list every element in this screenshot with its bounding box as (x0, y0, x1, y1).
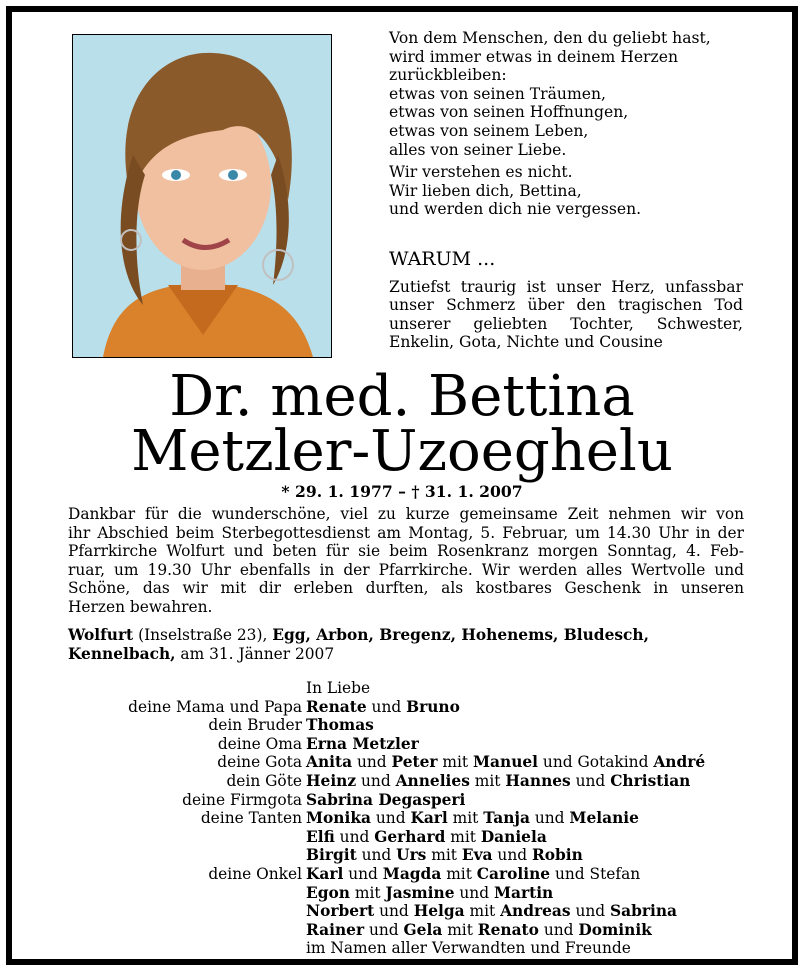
in-liebe: In Liebe (306, 679, 371, 697)
relative-name: Peter (391, 753, 438, 772)
family-row (68, 735, 744, 754)
body-line: ihr Abschied beim Sterbegottesdienst am Montag, 5. Februar, um 14.30 Uhr in der (68, 523, 744, 542)
relative-name: Urs (396, 846, 427, 865)
relative-name: Magda (382, 864, 442, 883)
family-row (68, 828, 744, 847)
poem-line: Wir verstehen es nicht. (389, 163, 573, 182)
relative-name: Melanie (569, 809, 639, 828)
family-list (68, 679, 744, 958)
relative-names (306, 884, 553, 903)
connector-text: und (366, 697, 407, 716)
family-row (68, 809, 744, 828)
family-row (68, 716, 744, 735)
relative-name: Anita (306, 753, 353, 772)
relative-name: Karl (410, 809, 448, 828)
connector-text: und (370, 809, 411, 828)
family-row (68, 846, 744, 865)
relative-name: Egon (306, 883, 350, 902)
relation-label: deine Onkel (208, 864, 302, 883)
portrait-photo (72, 34, 332, 358)
relative-names (306, 809, 639, 828)
places-line (68, 645, 744, 664)
relative-names (306, 902, 677, 921)
connector-text: und (570, 902, 611, 921)
connector-text: mit (445, 827, 481, 846)
relative-name: Annelies (395, 771, 470, 790)
relative-name: Karl (306, 864, 344, 883)
poem (389, 29, 749, 219)
relation-label: deine Tanten (200, 809, 302, 828)
relative-name: Gela (403, 920, 443, 939)
relative-name: Caroline (476, 864, 551, 883)
connector-text: und (356, 771, 396, 790)
in-liebe-row (68, 679, 744, 698)
connector-text: und (492, 846, 532, 865)
relative-name: Robin (531, 846, 583, 865)
relative-names (306, 772, 690, 791)
poem-line: zurückbleiben: (389, 66, 507, 85)
deceased-name-line1: Dr. med. Bettina (169, 364, 635, 429)
relative-name: Heinz (306, 771, 357, 790)
family-row (68, 939, 744, 958)
connector-text: und (352, 753, 392, 772)
family-row (68, 884, 744, 903)
relative-name: Andreas (500, 902, 571, 921)
relative-name: Sabrina Degasperi (306, 790, 466, 809)
connector-text: und (538, 920, 579, 939)
connector-text: mit (349, 883, 386, 902)
intro-line: unser Schmerz über den tragischen Tod (389, 296, 743, 315)
intro-line: Enkelin, Gota, Nichte und Cousine (389, 333, 663, 352)
body-line: ruar, um 19.30 Uhr ebenfalls in der Pfarrkirche. Wir werden alles Wertvolle und (68, 560, 744, 579)
places-and-date (68, 626, 744, 663)
poem-line: Von dem Menschen, den du geliebt hast, (389, 29, 711, 47)
relative-name: Jasmine (385, 883, 455, 902)
relative-name: Elfi (306, 827, 335, 846)
notice-date: am 31. Jänner 2007 (175, 644, 335, 663)
connector-text: mit (469, 771, 506, 790)
relative-name: Norbert (306, 902, 375, 921)
connector-text: und (374, 902, 414, 921)
relative-name: Martin (493, 883, 554, 902)
connector-text: mit (426, 846, 462, 865)
relative-names (306, 791, 465, 810)
relative-names (306, 828, 547, 847)
body-line: Pfarrkirche Wolfurt und beten für sie beim Rosenkranz morgen Sonntag, 4. Feb- (68, 542, 744, 561)
intro-text (389, 278, 743, 352)
obituary-frame (6, 6, 798, 965)
connector-text: und (364, 920, 404, 939)
family-row (68, 753, 744, 772)
relative-names (306, 865, 640, 884)
family-row (68, 865, 744, 884)
relative-names (306, 716, 374, 735)
connector-text: und (570, 771, 611, 790)
portrait-illustration (73, 35, 331, 357)
connector-text: mit (447, 809, 484, 828)
place-wolfurt: Wolfurt (68, 626, 134, 644)
relation-label: deine Gota (217, 753, 302, 772)
place-kennelbach: Kennelbach, (68, 644, 176, 663)
family-row (68, 698, 744, 717)
connector-text: und Stefan (550, 864, 641, 883)
body-line: Herzen bewahren. (68, 597, 213, 616)
relative-name: Christian (610, 771, 691, 790)
connector-text: und Gotakind (538, 753, 654, 772)
family-row (68, 772, 744, 791)
connector-text: und (343, 864, 383, 883)
relation-label: deine Mama und Papa (128, 697, 302, 716)
relation-label: dein Bruder (208, 716, 302, 735)
relative-name: Erna Metzler (306, 734, 419, 753)
poem-line: wird immer etwas in deinem Herzen (389, 47, 678, 66)
relative-name: Gerhard (374, 827, 446, 846)
relative-name: Renato (477, 920, 539, 939)
poem-line: etwas von seinem Leben, (389, 121, 589, 140)
connector-text: im Namen aller Verwandten und Freunde (306, 939, 631, 958)
relative-names (306, 753, 705, 772)
connector-text: und (529, 809, 570, 828)
connector-text: und (454, 883, 494, 902)
relative-name: André (653, 753, 706, 772)
relative-name: Eva (461, 846, 493, 865)
relative-name: Renate (306, 697, 367, 716)
relative-names (306, 698, 460, 717)
relative-name: Thomas (306, 716, 374, 735)
poem-line: etwas von seinen Träumen, (389, 84, 606, 103)
relative-name: Daniela (480, 827, 547, 846)
place-address: (Inselstraße 23), (133, 626, 273, 644)
relative-name: Helga (413, 902, 465, 921)
family-row (68, 902, 744, 921)
funeral-notice-text (68, 505, 744, 617)
family-row (68, 791, 744, 810)
relative-name: Hannes (505, 771, 571, 790)
places-line (68, 626, 744, 645)
relative-name: Sabrina (610, 902, 677, 921)
life-dates: * 29. 1. 1977 – † 31. 1. 2007 (281, 482, 523, 501)
place-towns: Egg, Arbon, Bregenz, Hohenems, Bludesch, (272, 626, 649, 644)
connector-text: und (334, 827, 375, 846)
relative-name: Dominik (578, 920, 652, 939)
body-line: Dankbar für die wunderschöne, viel zu kurze gemeinsame Zeit nehmen wir von (68, 505, 744, 523)
relation-label: dein Göte (226, 771, 302, 790)
intro-line: Zutiefst traurig ist unser Herz, unfassbar (389, 278, 743, 296)
poem-line: und werden dich nie vergessen. (389, 200, 642, 219)
poem-line: Wir lieben dich, Bettina, (389, 181, 582, 200)
relation-label: deine Firmgota (182, 790, 302, 809)
relative-name: Manuel (473, 753, 539, 772)
relative-names (306, 921, 652, 940)
connector-text: mit (441, 864, 477, 883)
warum-heading: WARUM ... (389, 248, 496, 270)
family-row (68, 921, 744, 940)
connector-text: mit (464, 902, 501, 921)
deceased-name-line2: Metzler-Uzoeghelu (131, 419, 673, 484)
poem-line: etwas von seinen Hoffnungen, (389, 103, 629, 122)
relative-names (306, 735, 419, 754)
relative-names (306, 846, 583, 865)
connector-text: mit (442, 920, 478, 939)
relation-label: deine Oma (217, 734, 302, 753)
relative-name: Birgit (306, 846, 357, 865)
relative-name: Rainer (306, 920, 365, 939)
relative-name: Bruno (406, 697, 460, 716)
relative-name: Monika (306, 809, 371, 828)
connector-text: und (356, 846, 397, 865)
body-line: Schöne, das wir mit dir erleben durften, als kostbares Geschenk in unseren (68, 579, 744, 598)
relative-name: Tanja (483, 809, 530, 828)
intro-line: unserer geliebten Tochter, Schwester, (389, 314, 743, 333)
poem-line: alles von seiner Liebe. (389, 140, 567, 159)
connector-text: mit (437, 753, 473, 772)
relative-names (306, 939, 631, 958)
